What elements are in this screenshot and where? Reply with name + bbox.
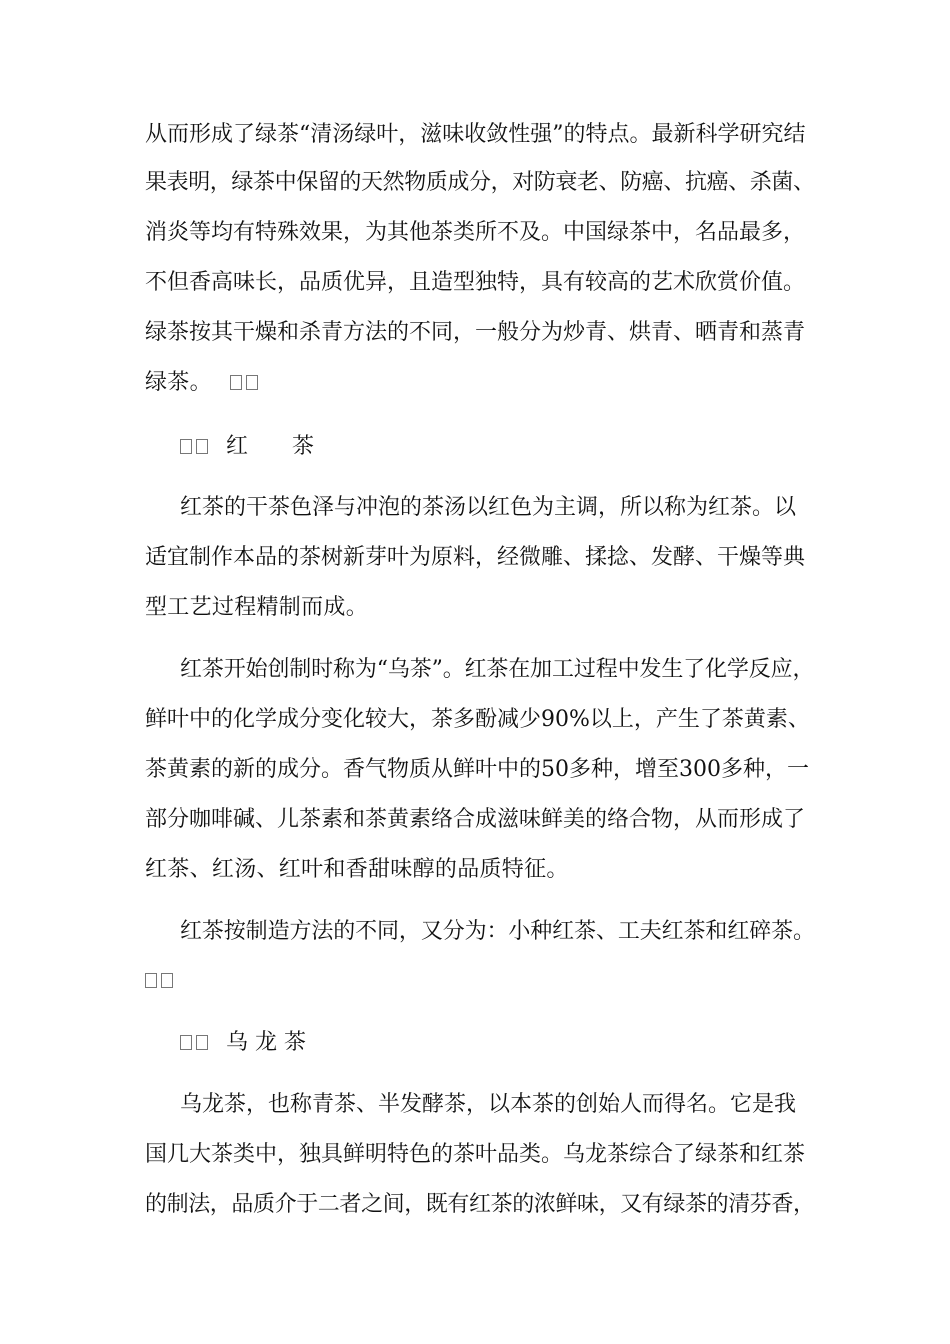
section-heading-oolong-tea [180, 1028, 815, 1058]
paragraph-line: 型工艺过程精制而成。 [145, 595, 369, 620]
paragraph-line: 红茶、红汤、红叶和香甜味醇的品质特征。 [145, 857, 569, 882]
missing-glyph-icon [145, 966, 177, 996]
missing-glyph-icon [230, 368, 262, 398]
paragraph-line: 不但香高味长，品质优异，且造型独特，具有较高的艺术欣赏价值。 [145, 270, 806, 295]
paragraph-line: 红茶的干茶色泽与冲泡的茶汤以红色为主调，所以称为红茶。以 [180, 495, 797, 520]
paragraph-line: 茶黄素的新的成分。香气物质从鲜叶中的50多种，增至300多种，一 [145, 757, 809, 782]
missing-glyph-icon [180, 432, 212, 462]
missing-glyph-line [145, 966, 815, 996]
paragraph-line: 红茶开始创制时称为“乌茶”。红茶在加工过程中发生了化学反应， [180, 657, 815, 682]
paragraph-line: 消炎等均有特殊效果，为其他茶类所不及。中国绿茶中，名品最多， [145, 220, 806, 245]
heading-text: 乌 龙 茶 [226, 1030, 306, 1055]
paragraph-line: 绿茶按其干燥和杀青方法的不同，一般分为炒青、烘青、晒青和蒸青 [145, 320, 806, 345]
paragraph-line: 适宜制作本品的茶树新芽叶为原料，经微雕、揉捻、发酵、干燥等典 [145, 545, 806, 570]
paragraph-line-last [145, 368, 815, 398]
paragraph-line: 国几大茶类中，独具鲜明特色的茶叶品类。乌龙茶综合了绿茶和红茶 [145, 1142, 806, 1167]
paragraph-line: 乌龙茶，也称青茶、半发酵茶，以本茶的创始人而得名。它是我 [180, 1092, 797, 1117]
paragraph-line: 果表明，绿茶中保留的天然物质成分，对防衰老、防癌、抗癌、杀菌、 [145, 170, 815, 195]
paragraph-line: 部分咖啡碱、儿茶素和茶黄素络合成滋味鲜美的络合物，从而形成了 [145, 807, 806, 832]
paragraph-line: 鲜叶中的化学成分变化较大，茶多酚减少90%以上，产生了茶黄素、 [145, 707, 810, 732]
heading-text: 红 茶 [226, 434, 315, 459]
paragraph-line: 从而形成了绿茶“清汤绿叶，滋味收敛性强”的特点。最新科学研究结 [145, 122, 806, 147]
paragraph-line: 红茶按制造方法的不同，又分为：小种红茶、工夫红茶和红碎茶。 [180, 919, 815, 944]
paragraph-line: 的制法，品质介于二者之间，既有红茶的浓鲜味，又有绿茶的清芬香， [145, 1192, 815, 1217]
paragraph-text: 绿茶。 [145, 370, 212, 395]
section-heading-black-tea [180, 432, 815, 462]
missing-glyph-icon [180, 1028, 212, 1058]
